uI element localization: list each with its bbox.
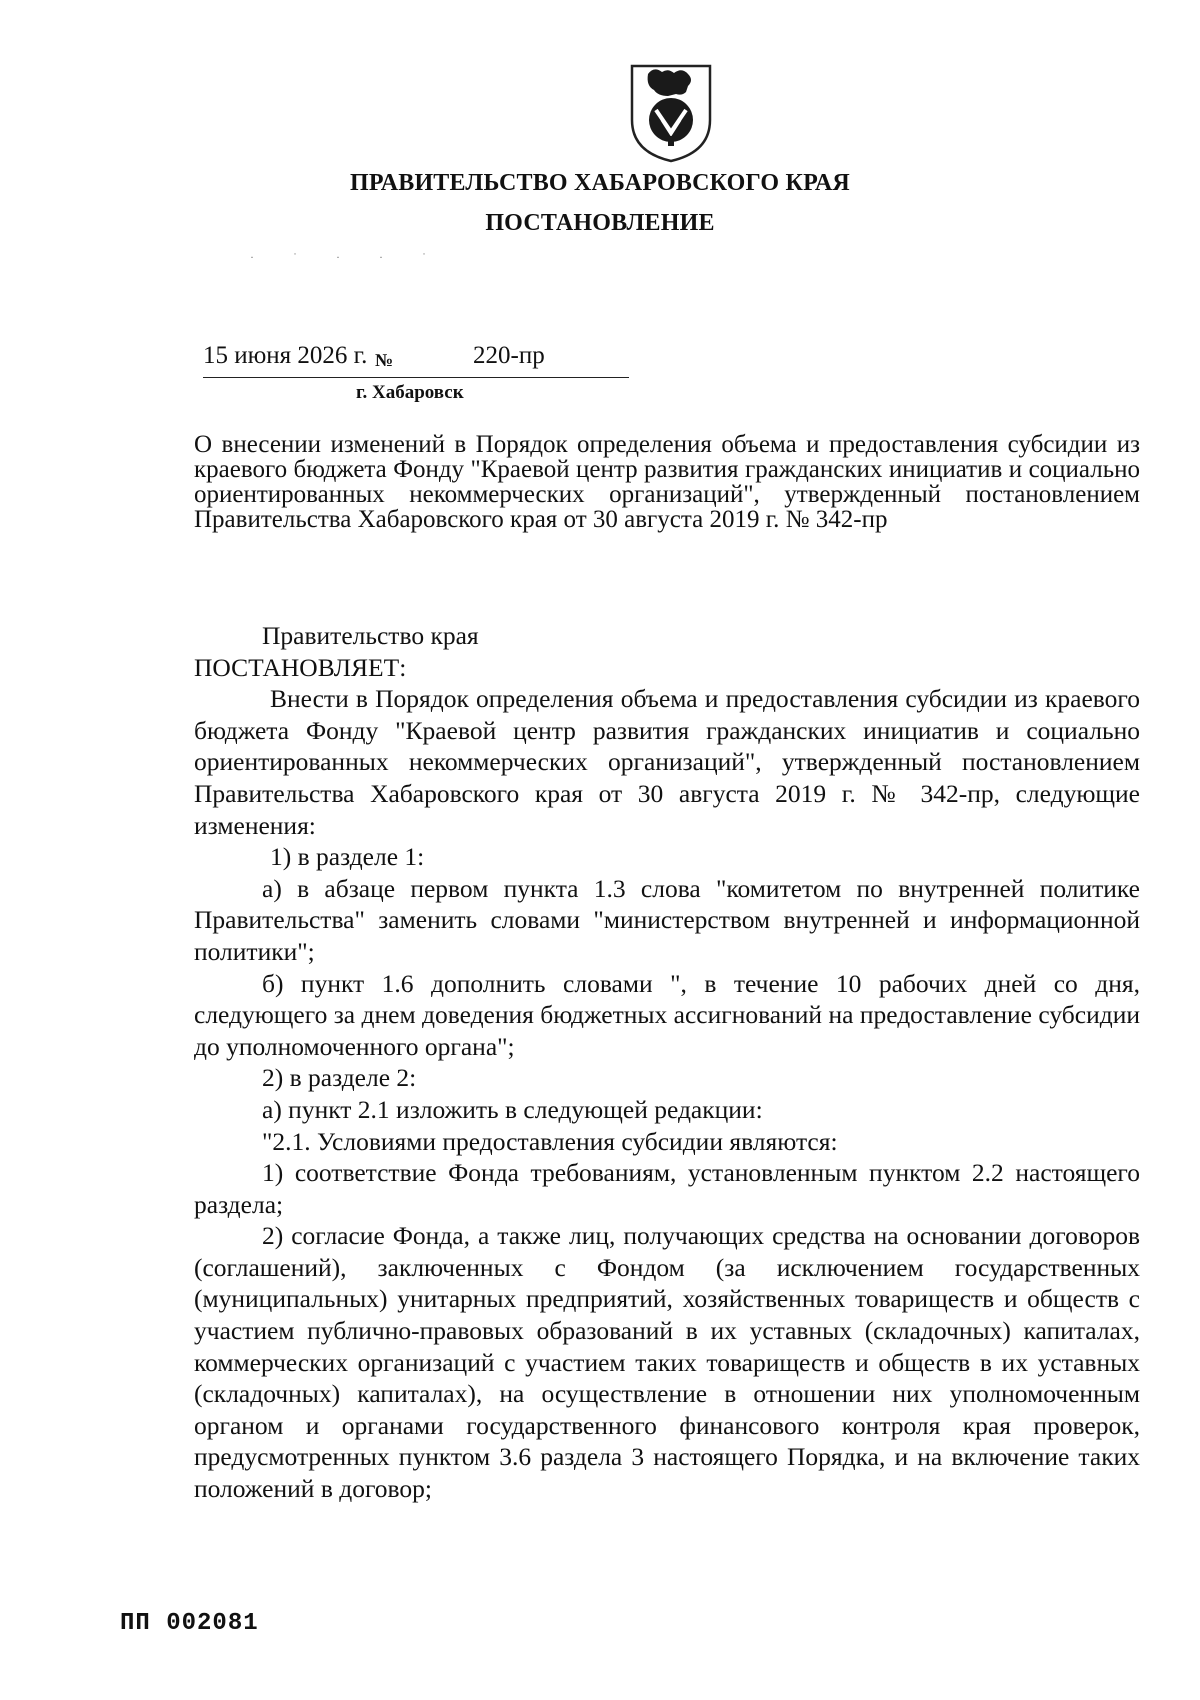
preamble: Правительство края (262, 621, 479, 650)
section-1-a: а) в абзаце первом пункта 1.3 слова "комитетом по внутренней политике Правительства" заменить словами "министерством внутренней и информационной политики"; (194, 873, 1140, 966)
coat-of-arms-icon (628, 62, 714, 164)
number-sign: № (375, 350, 394, 370)
section-1-b: б) пункт 1.6 дополнить словами ", в течение 10 рабочих дней со дня, следующего за днем доведения бюджетных ассигнований на предоставление субсидии до уполномоченного органа"; (194, 968, 1140, 1061)
section-1: 1) в разделе 1: (270, 842, 425, 872)
condition-1: 1) соответствие Фонда требованиям, установленным пунктом 2.2 настоящего раздела; (194, 1158, 1140, 1219)
clause-2-1: "2.1. Условиями предоставления субсидии являются: (262, 1126, 838, 1156)
document-body (194, 620, 1140, 1505)
form-code: ПП 002081 (120, 1610, 259, 1637)
government-title: ПРАВИТЕЛЬСТВО ХАБАРОВСКОГО КРАЯ (350, 170, 850, 196)
intro-paragraph: Внести в Порядок определения объема и предоставления субсидии из краевого бюджета Фонду "Краевой центр развития гражданских инициатив и социально ориентированных некоммерческих организаций", утвержденный постановлением Правительства Хабаровского края от 30 августа 2019 г. № 342-пр, следующие изменения: (194, 684, 1140, 840)
document-type: ПОСТАНОВЛЕНИЕ (485, 210, 715, 236)
date-underline (203, 377, 629, 378)
section-2-a: а) пункт 2.1 изложить в следующей редакции: (262, 1094, 763, 1124)
section-2: 2) в разделе 2: (262, 1063, 417, 1093)
document-city: г. Хабаровск (356, 382, 464, 403)
document-date: 15 июня 2026 г. (203, 342, 368, 369)
condition-2: 2) согласие Фонда, а также лиц, получающих средства на основании договоров (соглашений), заключенных с Фондом (за исключением государственных (муниципальных) унитарных предприятий, хозяйственных товариществ и обществ с участием публично-правовых образований в их уставных (складочных) капиталах, коммерческих организаций с участием таких товариществ и обществ в их уставных (складочных) капиталах), на осуществление в отношении них уполномоченным органом и органами государственного финансового контроля края проверок, предусмотренных пунктом 3.6 раздела 3 настоящего Порядка, и на включение таких положений в договор; (194, 1221, 1140, 1504)
scan-specks: · ˙ · · ˙ (250, 250, 444, 264)
document-heading: О внесении изменений в Порядок определения объема и предоставления субсидии из краевого бюджета Фонду "Краевой центр развития гражданских инициатив и социально ориентированных некоммерческих организаций", утвержденный постановлением Правительства Хабаровского края от 30 августа 2019 г. № 342-пр (194, 431, 1140, 533)
date-number-line (203, 342, 629, 378)
document-number: 220-пр (473, 342, 545, 369)
decree-word: ПОСТАНОВЛЯЕТ: (194, 652, 407, 682)
